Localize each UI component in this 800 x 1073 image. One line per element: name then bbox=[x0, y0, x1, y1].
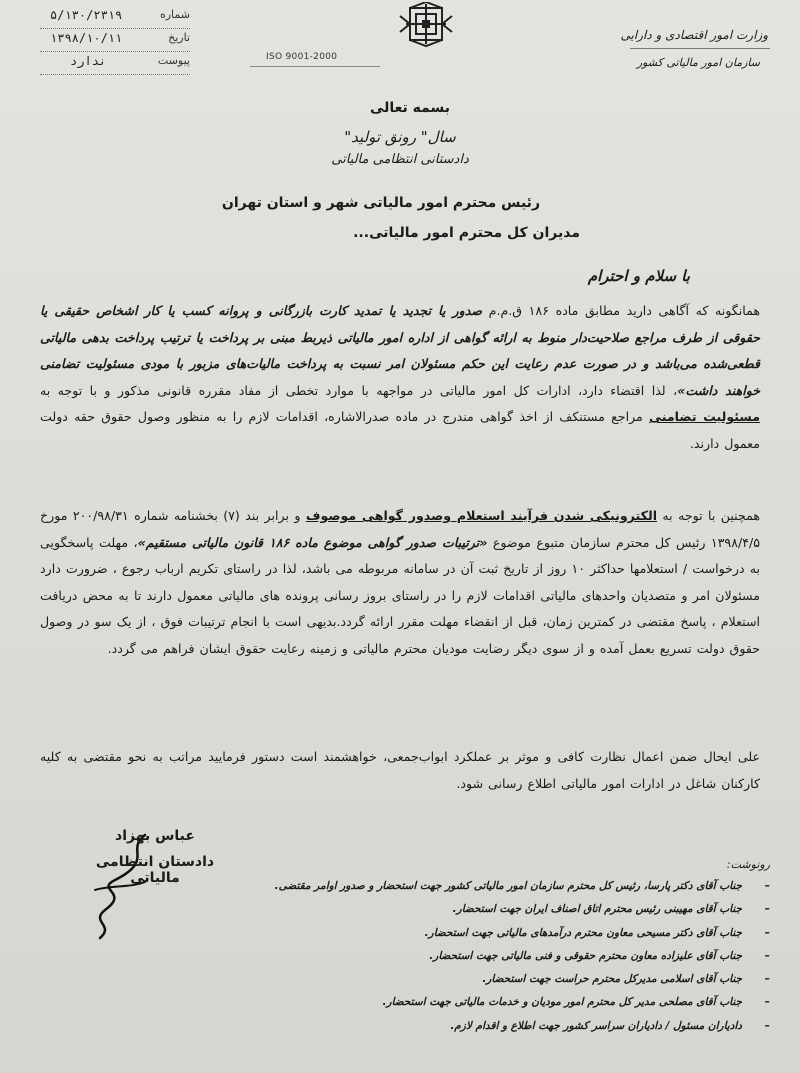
letter-number-label: شماره bbox=[159, 8, 190, 21]
emphasized-text: صدور یا تجدید یا تمدید کارت بازرگانی و پروانه کسب یا کار اشخاص حقیقی یا حقوقی از طرف مراجع صلاحیت‌دار منوط به ارائه گواهی از اداره امور مالیاتی ذیربط مبنی بر پرداخت یا ترتیب پرداخت بدهی مالیاتی قطعی‌شده می‌باشد و در صورت عدم رعایت این حکم مسئولان امر نسبت به پرداخت مالیات‌های مزبور با مودی مسئولیت تضامنی خواهند داشت» bbox=[40, 303, 760, 398]
paragraph-text: ، لذا اقتضاء دارد، ادارات کل امور مالیاتی در مواجهه با موارد تخطی از مفاد مقرره قانونی مذکور و با توجه به bbox=[40, 382, 678, 398]
cc-item: – جناب آقای علیزاده معاون محترم حقوقی و فنی مالیاتی جهت استحضار. bbox=[429, 949, 770, 962]
organization-emblem-icon bbox=[380, 2, 472, 74]
signer-title: دادستان انتظامی مالیاتی bbox=[95, 854, 215, 886]
org-divider bbox=[630, 48, 770, 49]
letter-number: ۵/۱۳۰/۲۳۱۹ bbox=[50, 8, 123, 22]
underlined-text: الکترونیکی شدن فرآیند استعلام وصدور گواهی موصوف bbox=[305, 508, 658, 523]
basmala: بسمه تعالی bbox=[369, 100, 451, 116]
body-paragraph-1 bbox=[40, 298, 760, 457]
paragraph-text: مراجع مستنکف از اخذ گواهی مندرج در ماده صدرالاشاره، اقدامات لازم را به منظور وصول حقوق حقه دولت معمول دارند. bbox=[40, 409, 760, 451]
cc-item: – دادیاران مسئول / دادیاران سراسر کشور جهت اطلاع و اقدام لازم. bbox=[450, 1019, 770, 1032]
cc-list bbox=[210, 878, 770, 1041]
paragraph-text: و برابر بند (۷) بخشنامه شماره ۲۰۰/۹۸/۳۱ مورخ ۱۳۹۸/۴/۵ رئیس کل محترم سازمان متبوع موضوع bbox=[40, 508, 760, 550]
paragraph-text: ، مهلت پاسخگویی به درخواست / استعلامها حداکثر ۱۰ روز از تاریخ ثبت آن در سامانه مربوطه می باشد، لذا در راستای تکریم ارباب رجوع ، ضرورت دارد مسئولان امر و متصدیان واحدهای مالیاتی اقدامات لازم را در راستای بروز رسانی پرونده های مالیاتی معمول دارند تا به محض دریافت استعلام ، پاسخ مقتضی در کمترین زمان، قبل از انقضاء مهلت مقرر ارائه گردد.بدیهی است با انجام ترتیبات فوق ، از یک سو در وصول حقوق دولت تسریع بعمل آمده و از سوی دیگر رضایت مودیان محترم مالیاتی و زمینه رعایت حقوق ایشان فراهم می گردد. bbox=[40, 534, 761, 656]
cc-item: – جناب آقای دکتر مسیحی معاون محترم درآمدهای مالیاتی جهت استحضار. bbox=[424, 926, 770, 939]
paragraph-text: همچنین با توجه به bbox=[657, 508, 760, 523]
signer-name: عباس بهزاد bbox=[115, 828, 195, 844]
letter-date-label: تاریخ bbox=[168, 31, 190, 44]
year-slogan: سال" رونق تولید" bbox=[344, 128, 456, 146]
paragraph-text: همانگونه که آگاهی دارید مطابق ماده ۱۸۶ ق.م.م bbox=[482, 303, 760, 318]
department-stamp: دادستانی انتظامی مالیاتی bbox=[331, 152, 469, 167]
header-divider bbox=[250, 66, 380, 67]
letter-attachment: ندارد bbox=[70, 54, 107, 68]
body-paragraph-3: علی ایحال ضمن اعمال نظارت کافی و موثر بر عملکرد ابواب‌جمعی، خواهشمند است دستور فرمایید مراتب به نحو مقتضی به کلیه کارکنان شاغل در ادارات امور مالیاتی اطلاع رسانی شود. bbox=[40, 749, 760, 791]
letter-date-row bbox=[40, 29, 190, 52]
addressee-primary: رئیس محترم امور مالیاتی شهر و استان تهران bbox=[221, 195, 540, 211]
letter-attachment-label: پیوست bbox=[157, 54, 190, 67]
organization-name: سازمان امور مالیاتی کشور bbox=[636, 56, 760, 69]
letter-meta-box bbox=[40, 6, 190, 75]
letter-attachment-row bbox=[40, 52, 190, 75]
signature-block bbox=[80, 828, 230, 886]
ministry-name: وزارت امور اقتصادی و دارایی bbox=[620, 28, 768, 42]
cc-title: رونوشت: bbox=[726, 858, 770, 871]
greeting: با سلام و احترام bbox=[587, 267, 690, 285]
letter-date: ۱۳۹۸/۱۰/۱۱ bbox=[50, 31, 123, 45]
cc-item: – جناب آقای مهیبنی رئیس محترم اتاق اصناف ایران جهت استحضار. bbox=[452, 903, 770, 916]
underlined-text: مسئولیت تضامنی bbox=[649, 409, 760, 424]
emphasized-text: «ترتیبات صدور گواهی موضوع ماده ۱۸۶ قانون مالیاتی مستقیم» bbox=[137, 534, 488, 550]
cc-item: – جناب آقای دکتر پارسا، رئیس کل محترم سازمان امور مالیاتی کشور جهت استحضار و صدور اوامر مقتضی. bbox=[274, 880, 770, 892]
cc-item: – جناب آقای مصلحی مدیر کل محترم امور مودیان و خدمات مالیاتی جهت استحضار. bbox=[382, 996, 770, 1009]
cc-item: – جناب آقای اسلامی مدیرکل محترم حراست جهت استحضار. bbox=[482, 973, 770, 986]
body-paragraph-2 bbox=[40, 503, 760, 662]
iso-certification: ISO 9001-2000 bbox=[266, 52, 338, 62]
addressee-secondary: مدیران کل محترم امور مالیاتی... bbox=[353, 225, 580, 241]
letter-number-row bbox=[40, 6, 190, 29]
